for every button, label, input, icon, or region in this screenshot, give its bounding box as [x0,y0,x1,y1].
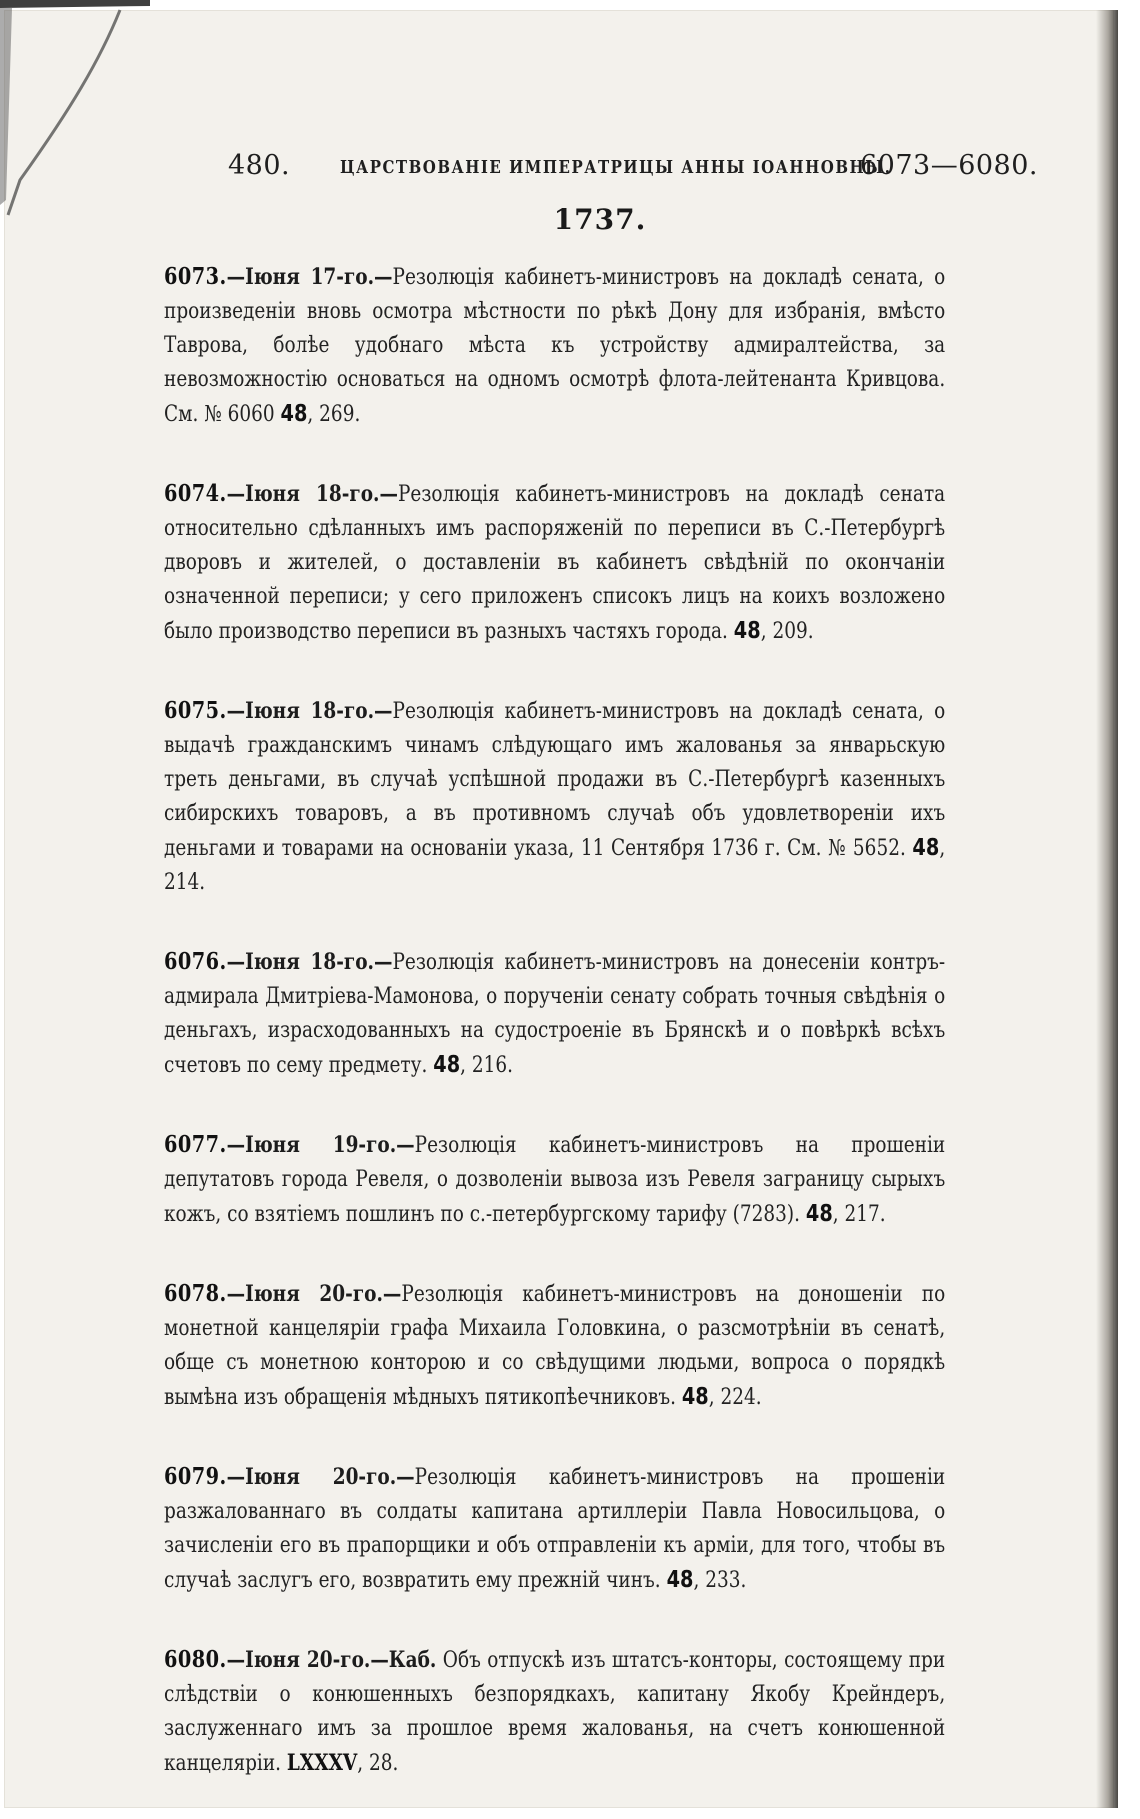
entry-6075 [164,694,945,900]
entry-volume: 48 [433,1052,461,1078]
entry-page: , 269. [307,402,361,427]
corner-scan-artifact [0,0,160,220]
running-header [228,150,1038,190]
entry-6077 [164,1128,945,1232]
entry-number: 6079. [164,1463,227,1490]
entry-text: Резолюція кабинетъ-министровъ на прошеніи разжалованнаго въ солдаты капитана артиллеріи Павла Новосильцова, о зачисленіи его въ прапорщики и объ отправленіи къ арміи, для того, чтобы въ случаѣ заслугъ его, возвратить ему прежній чинъ. [164,1465,946,1593]
entry-date: —Іюня 20-го.— [226,1464,415,1490]
entry-6078 [164,1277,945,1415]
entry-volume: 48 [733,618,761,644]
entry-page: , 216. [460,1053,514,1078]
entry-range: 6073—6080. [859,150,1038,181]
entry-number: 6080. [164,1646,227,1673]
entry-text: Резолюція кабинетъ-министровъ на докладѣ сената относительно сдѣланныхъ имъ распоряженій по переписи въ С.-Петербургѣ дворовъ и жителей, о доставленіи въ кабинетъ свѣдѣній по окончаніи означенной переписи; у сего приложенъ списокъ лицъ на коихъ возложено было производство переписи въ разныхъ частяхъ города. [164,482,946,644]
entry-volume: 48 [912,835,940,861]
entry-volume: 48 [280,401,308,427]
entry-text: Резолюція кабинетъ-министровъ на донесеніи контръ-адмирала Дмитріева-Мамонова, о порученіи сенату собрать точныя свѣдѣнія о деньгахъ, израсходованныхъ на судостроеніе въ Брянскѣ и о повѣркѣ всѣхъ счетовъ по сему предмету. [164,950,946,1078]
entry-number: 6076. [164,948,227,975]
entry-6076 [164,945,945,1083]
entry-6080 [164,1643,945,1781]
entry-text: Резолюція кабинетъ-министровъ на доношеніи по монетной канцеляріи графа Михаила Головкина, о разсмотрѣніи въ сенатѣ, обще съ монетною конторою и со свѣдущими людьми, вопроса о порядкѣ вымѣна изъ обращенія мѣдныхъ пятикопѣечниковъ. [164,1282,946,1410]
entry-6074 [164,477,945,649]
entry-date: —Іюня 17-го.— [226,264,393,290]
entry-6079 [164,1460,945,1598]
entry-text: Резолюція кабинетъ-министровъ на докладѣ сената, о произведеніи вновь осмотра мѣстности по рѣкѣ Дону для избранія, вмѣсто Таврова, болѣе удобнаго мѣста къ устройству адмиралтейства, за невозможностію основаться на одномъ осмотрѣ флота-лейтенанта Кривцова. См. № 6060 [164,265,946,427]
entry-number: 6075. [164,697,227,724]
entry-text: Резолюція кабинетъ-министровъ на докладѣ сената, о выдачѣ гражданскимъ чинамъ слѣдующаго имъ жалованья за январьскую треть деньгами, въ случаѣ успѣшной продажи въ С.-Петербургѣ казенныхъ сибирскихъ товаровъ, а въ противномъ случаѣ объ удовлетвореніи ихъ деньгами и товарами на основаніи указа, 11 Сентября 1736 г. См. № 5652. [164,699,946,861]
entry-date: —Іюня 20-го.—Каб. [226,1647,437,1673]
entry-date: —Іюня 18-го.— [226,481,398,507]
entry-volume: LXXXV [286,1750,358,1776]
running-title: ЦАРСТВОВАНІЕ ИМПЕРАТРИЦЫ АННЫ ІОАННОВНЫ. [340,157,892,178]
entry-volume: 48 [681,1384,709,1410]
entry-date: —Іюня 19-го.— [226,1132,415,1158]
entry-date: —Іюня 18-го.— [226,949,393,975]
page-number: 480. [228,150,291,181]
entry-page: , 224. [708,1385,762,1410]
binding-shadow [1096,10,1118,1808]
entry-text: Объ отпускѣ изъ штатсъ-конторы, состоящему при слѣдствіи о конюшенныхъ безпорядкахъ, капитану Якобу Крейндеръ, заслуженнаго имъ за прошлое время жалованья, на счетъ конюшенной канцеляріи. [164,1648,946,1776]
entry-text: Резолюція кабинетъ-министровъ на прошеніи депутатовъ города Ревеля, о дозволеніи вывоза изъ Ревеля заграницу сырыхъ кожъ, со взятіемъ пошлинъ по с.-петербургскому тарифу (7283). [164,1133,946,1227]
entry-6073 [164,260,945,432]
entry-page: , 214. [164,836,946,895]
entries-list [164,260,945,1819]
entry-number: 6078. [164,1280,227,1307]
entry-page: , 217. [832,1202,886,1227]
entry-volume: 48 [805,1201,833,1227]
year-heading: 1737. [553,203,647,236]
entry-number: 6077. [164,1131,227,1158]
entry-page: , 209. [760,619,814,644]
entry-date: —Іюня 20-го.— [226,1281,402,1307]
entry-number: 6073. [164,263,227,290]
entry-page: , 28. [357,1751,399,1776]
entry-number: 6074. [164,480,227,507]
entry-date: —Іюня 18-го.— [226,698,393,724]
entry-page: , 233. [693,1568,747,1593]
entry-volume: 48 [666,1567,694,1593]
